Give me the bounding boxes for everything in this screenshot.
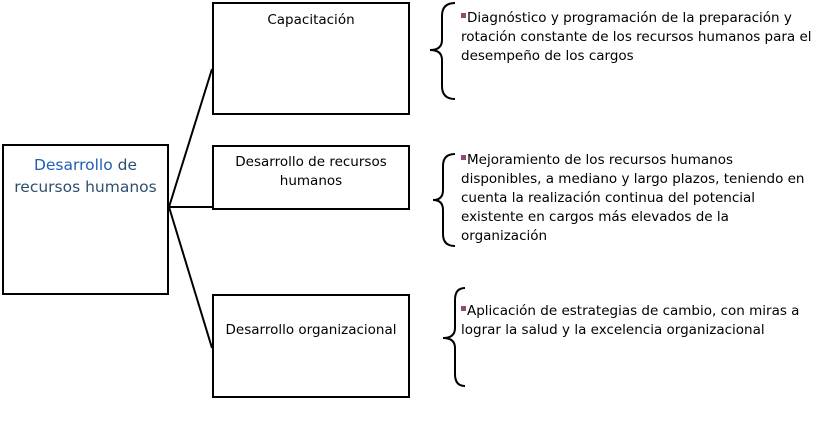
bullet-icon xyxy=(461,13,466,18)
description-text: Aplicación de estrategias de cambio, con miras a lograr la salud y la excelencia organizacional xyxy=(461,303,800,338)
brace-capacitacion xyxy=(430,3,455,99)
root-label-accent: Desarrollo xyxy=(33,156,113,174)
branch-label: Desarrollo organizacional xyxy=(225,322,397,338)
connector-root-capacitacion xyxy=(169,69,212,207)
brace-desarrollo-rh xyxy=(433,154,455,246)
description-capacitacion xyxy=(461,9,813,66)
branch-label: Capacitación xyxy=(267,12,355,28)
root-label-rest: de recursos humanos xyxy=(14,156,157,196)
bullet-icon xyxy=(461,155,466,160)
connector-root-desarrollo-org xyxy=(169,207,212,348)
root-node-desarrollo-rh xyxy=(2,144,169,295)
branch-node-desarrollo-rh xyxy=(212,145,410,210)
branch-label: Desarrollo de recursos humanos xyxy=(235,154,387,189)
description-desarrollo-rh xyxy=(461,151,813,246)
branch-node-capacitacion xyxy=(212,2,410,115)
description-desarrollo-org xyxy=(461,302,813,340)
branch-node-desarrollo-org xyxy=(212,294,410,398)
description-text: Mejoramiento de los recursos humanos disponibles, a mediano y largo plazos, teniendo en cuenta la realización continua del potencial existente en cargos más elevados de la organización xyxy=(461,152,805,244)
bullet-icon xyxy=(461,306,466,311)
description-text: Diagnóstico y programación de la preparación y rotación constante de los recursos humanos para el desempeño de los cargos xyxy=(461,10,812,64)
